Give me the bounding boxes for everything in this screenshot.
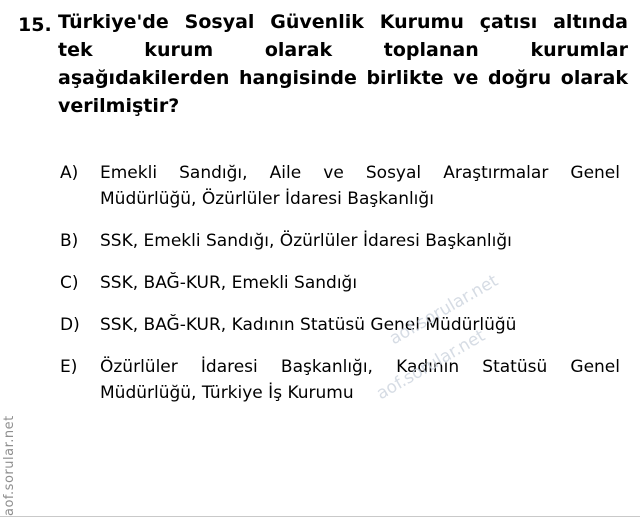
option-letter: A)	[60, 163, 79, 183]
option-text: SSK, BAĞ-KUR, Emekli Sandığı	[100, 273, 358, 293]
options-list	[60, 160, 620, 422]
left-watermark: aof.sorular.net	[2, 415, 17, 516]
option-letter: B)	[60, 231, 79, 251]
option-letter: E)	[60, 357, 78, 377]
option-e[interactable]	[60, 354, 620, 406]
option-c[interactable]	[60, 270, 620, 296]
option-letter: C)	[60, 273, 79, 293]
question-number: 15.	[18, 14, 52, 36]
diagonal-watermark-bottom: aof.sorular.net	[373, 325, 489, 405]
option-text: SSK, Emekli Sandığı, Özürlüler İdaresi Başkanlığı	[100, 231, 512, 251]
question-block	[18, 8, 628, 120]
option-text: SSK, BAĞ-KUR, Kadının Statüsü Genel Müdürlüğü	[100, 315, 517, 335]
question-text: Türkiye'de Sosyal Güvenlik Kurumu çatısı altında tek kurum olarak toplanan kurumlar aşağıdakilerden hangisinde birlikte ve doğru olarak verilmiştir?	[58, 11, 628, 117]
option-text: Özürlüler İdaresi Başkanlığı, Kadının Statüsü Genel Müdürlüğü, Türkiye İş Kurumu	[100, 357, 620, 403]
option-a[interactable]	[60, 160, 620, 212]
option-letter: D)	[60, 315, 80, 335]
option-text: Emekli Sandığı, Aile ve Sosyal Araştırmalar Genel Müdürlüğü, Özürlüler İdaresi Başkanlığı	[100, 163, 620, 209]
option-d[interactable]	[60, 312, 620, 338]
bottom-divider	[0, 516, 640, 517]
diagonal-watermark-top: aof.sorular.net	[386, 270, 502, 350]
option-b[interactable]	[60, 228, 620, 254]
